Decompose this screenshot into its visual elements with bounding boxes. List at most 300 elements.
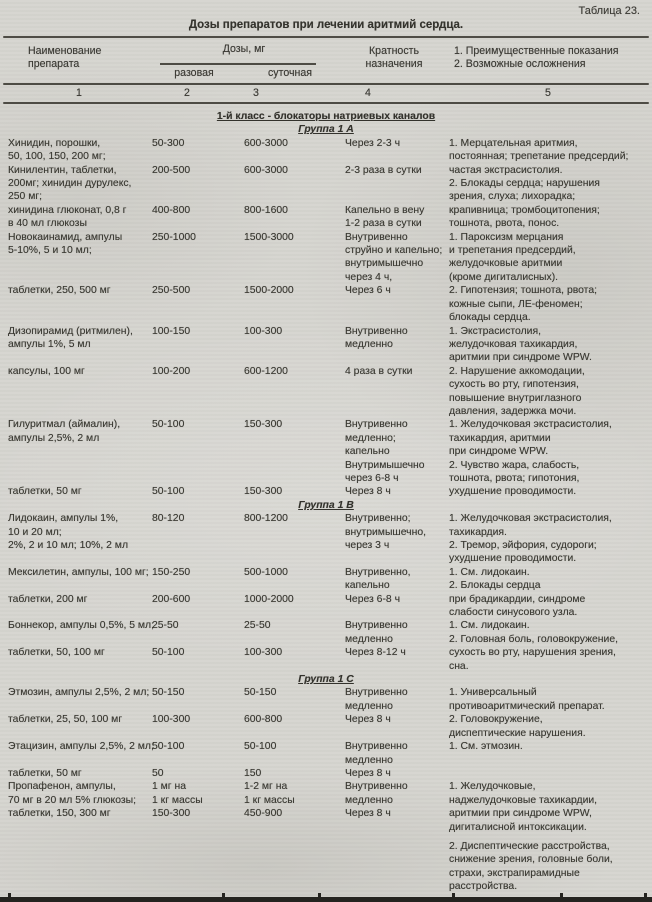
cell-c1: Гилуритмал (аймалин), <box>8 419 121 431</box>
table-row <box>0 365 652 378</box>
cell-c2 <box>148 552 240 565</box>
cell-c4: Через 8 ч <box>345 714 391 726</box>
cell-c3 <box>240 867 340 880</box>
header-col-doses <box>148 43 340 80</box>
cell-c3: 500-1000 <box>244 566 288 578</box>
cell-c1: 5-10%, 5 и 10 мл; <box>8 245 92 257</box>
cell-c3 <box>240 271 340 284</box>
cell-c5: 2. Блокады сердца; нарушения <box>449 178 600 190</box>
cell-c1 <box>8 311 148 324</box>
cell-c5: 2. Диспептические расстройства, <box>449 840 610 852</box>
table-row <box>0 432 652 445</box>
cell-c5: 1. См. лидокаин. <box>449 620 530 632</box>
cell-c4: Внутривенно, <box>345 566 411 578</box>
cell-c4: капельно <box>345 446 390 458</box>
table-title: Дозы препаратов при лечении аритмий сердца. <box>188 19 464 31</box>
cell-c3 <box>240 459 340 472</box>
cell-c4: 1-2 раза в сутки <box>345 218 422 230</box>
cell-c1: 250 мг; <box>8 191 43 203</box>
table-row <box>0 767 652 780</box>
cell-c1: Хинидин, порошки, <box>8 137 101 149</box>
cell-c1: Этацизин, ампулы 2,5%, 2 мл; <box>8 741 154 753</box>
cell-c2: 50-100 <box>152 419 185 431</box>
cell-c4: медленно <box>345 338 393 350</box>
cell-c4 <box>340 880 448 893</box>
table-row <box>0 405 652 418</box>
cell-c3 <box>240 378 340 391</box>
cell-c4: капельно <box>345 580 390 592</box>
cell-c5: (кроме дигиталисных). <box>449 271 559 283</box>
cell-c4: Через 8 ч <box>345 808 391 820</box>
cell-c5: частая экстрасистолия. <box>449 164 563 176</box>
cell-c3: 150-300 <box>244 486 283 498</box>
doses-label: Дозы, мг <box>222 43 266 55</box>
cell-c3 <box>240 853 340 866</box>
cell-c5: 2. Блокады сердца <box>449 580 541 592</box>
cell-c5: повышение внутриглазного <box>449 392 582 404</box>
cell-c1: таблетки, 50 мг <box>8 486 82 498</box>
cell-c5: 1. Желудочковая экстрасистолия, <box>449 419 612 431</box>
cell-c1: таблетки, 150, 300 мг <box>8 808 111 820</box>
cell-c1: 50, 100, 150, 200 мг; <box>8 151 106 163</box>
cell-c4 <box>340 351 448 364</box>
table-row <box>0 298 652 311</box>
cell-c2: 50-100 <box>152 486 185 498</box>
cell-c2 <box>148 150 240 163</box>
table-row <box>0 485 652 498</box>
cell-c3 <box>240 880 340 893</box>
table-row <box>0 311 652 324</box>
cell-c5: при синдроме WPW. <box>449 446 549 458</box>
cell-c4: Внутривенно <box>345 687 408 699</box>
cell-c5: сухость во рту, нарушения зрения, <box>449 647 616 659</box>
cell-c4: медленно <box>345 794 393 806</box>
table-row <box>0 593 652 606</box>
cell-c2 <box>148 311 240 324</box>
cell-c1: в 40 мл глюкозы <box>8 218 87 230</box>
bottom-edge-tick <box>318 893 321 897</box>
table-row <box>0 150 652 163</box>
cell-c2 <box>148 190 240 203</box>
cell-c3: 1500-2000 <box>244 285 294 297</box>
cell-c5: тошнота, рвота, понос. <box>449 218 560 230</box>
cell-c1 <box>8 880 148 893</box>
cell-c5: аритмии при синдроме WPW. <box>449 352 592 364</box>
cell-c2 <box>148 177 240 190</box>
table-row <box>0 794 652 807</box>
cell-c4: внутримышечно, <box>345 526 426 538</box>
cell-c4 <box>340 378 448 391</box>
cell-c4 <box>340 660 448 673</box>
cell-c4 <box>340 867 448 880</box>
column-number-2: 2 <box>184 87 190 99</box>
cell-c2: 200-600 <box>152 593 191 605</box>
cell-c4: Внутривенно <box>345 620 408 632</box>
cell-c4 <box>340 311 448 324</box>
cell-c5: 2. Нарушение аккомодации, <box>449 365 585 377</box>
cell-c1: таблетки, 50 мг <box>8 767 82 779</box>
cell-c5: слабости синусового узла. <box>449 607 578 619</box>
cell-c3: 100-300 <box>244 325 283 337</box>
cell-c3 <box>240 539 340 552</box>
cell-c4: Через 6-8 ч <box>345 593 401 605</box>
cell-c1: ампулы 2,5%, 2 мл <box>8 432 100 444</box>
table-row <box>0 840 652 853</box>
table-row <box>0 177 652 190</box>
cell-c1: Лидокаин, ампулы 1%, <box>8 513 119 525</box>
cell-c1 <box>8 633 148 646</box>
cell-c2: 200-500 <box>152 164 191 176</box>
cell-c2 <box>148 840 240 853</box>
cell-c3 <box>240 727 340 740</box>
cell-c3: 800-1200 <box>244 513 288 525</box>
group-header: Группа 1 С <box>298 674 354 686</box>
cell-c2 <box>148 867 240 880</box>
cell-c5: желудочковые аритмии <box>449 258 563 270</box>
table-body <box>0 104 652 894</box>
cell-c2: 250-1000 <box>152 231 196 243</box>
cell-c1: 70 мг в 20 мл 5% глюкозы; <box>8 794 136 806</box>
cell-c2 <box>148 821 240 834</box>
cell-c1: таблетки, 50, 100 мг <box>8 647 105 659</box>
cell-c1: ампулы 1%, 5 мл <box>8 338 91 350</box>
table-row <box>0 164 652 177</box>
header-col-indications <box>448 43 648 80</box>
cell-c1 <box>8 754 148 767</box>
cell-c3: 25-50 <box>244 620 271 632</box>
cell-c5: 2. Головокружение, <box>449 714 543 726</box>
cell-c2: 50 <box>152 767 164 779</box>
group-header: Группа 1 В <box>298 499 354 511</box>
cell-c2 <box>148 378 240 391</box>
cell-c1 <box>8 579 148 592</box>
cell-c5: дигиталисной интоксикации. <box>449 821 587 833</box>
table-row <box>0 646 652 659</box>
cell-c1: таблетки, 200 мг <box>8 593 88 605</box>
table-row <box>0 284 652 297</box>
cell-c4: 4 раза в сутки <box>345 365 413 377</box>
cell-c4: Через 8-12 ч <box>345 647 406 659</box>
cell-c1 <box>8 552 148 565</box>
cell-c5: желудочковая тахикардия, <box>449 338 578 350</box>
cell-c3 <box>240 840 340 853</box>
cell-c1: Мексилетин, ампулы, 100 мг; <box>8 566 149 578</box>
cell-c4: Внутривенно <box>345 741 408 753</box>
cell-c1: 2%, 2 и 10 мл; 10%, 2 мл <box>8 540 129 551</box>
table-row <box>0 338 652 351</box>
header-col-frequency <box>340 43 448 80</box>
table-row <box>0 418 652 431</box>
cell-c3 <box>240 579 340 592</box>
cell-c1: Новокаинамид, ампулы <box>8 231 123 243</box>
cell-c5: и трепетания предсердий, <box>449 245 576 257</box>
frequency-line2: назначения <box>365 58 423 70</box>
cell-c4: Внутримышечно <box>345 459 425 471</box>
cell-c4 <box>340 392 448 405</box>
cell-c4: Через 6 ч <box>345 285 391 297</box>
cell-c2: 25-50 <box>152 620 179 632</box>
cell-c3: 800-1600 <box>244 204 288 216</box>
cell-c3: 50-150 <box>244 687 277 699</box>
table-row <box>0 853 652 866</box>
cell-c4: через 6-8 ч <box>345 472 399 484</box>
cell-c3: 150 <box>244 767 262 779</box>
table-row <box>0 137 652 150</box>
cell-c2: 50-150 <box>152 687 185 699</box>
cell-c5: сна. <box>449 660 469 672</box>
cell-c5: тахикардия, аритмии <box>449 432 551 444</box>
cell-c5: противоаритмический препарат. <box>449 700 605 712</box>
cell-c5: 1. Пароксизм мерцания <box>449 231 564 243</box>
cell-c2 <box>148 405 240 418</box>
cell-c4 <box>340 853 448 866</box>
cell-c5: крапивница; тромбоцитопения; <box>449 204 600 216</box>
cell-c3: 600-3000 <box>244 164 288 176</box>
cell-c2 <box>148 853 240 866</box>
cell-c3 <box>240 338 340 351</box>
cell-c2: 100-300 <box>152 714 191 726</box>
cell-c1 <box>8 445 148 458</box>
cell-c5: снижение зрения, головные боли, <box>449 854 613 866</box>
cell-c5: аритмии при синдроме WPW, <box>449 808 592 820</box>
cell-c4: медленно <box>345 700 393 712</box>
cell-c4: Внутривенно <box>345 781 408 793</box>
cell-c2 <box>148 526 240 539</box>
table-row <box>0 740 652 753</box>
table-row <box>0 552 652 565</box>
cell-c4 <box>340 552 448 565</box>
cell-c2 <box>148 539 240 552</box>
cell-c5: 1. Экстрасистолия, <box>449 325 541 337</box>
cell-c2 <box>148 432 240 445</box>
cell-c1: таблетки, 25, 50, 100 мг <box>8 714 123 726</box>
cell-c1 <box>8 472 148 485</box>
cell-c4: Внутривенно <box>345 231 408 243</box>
cell-c2 <box>148 244 240 257</box>
group-header: Группа 1 А <box>298 124 354 136</box>
cell-c4: Внутривенно <box>345 419 408 431</box>
cell-c5: ухудшение проводимости. <box>449 486 577 498</box>
table-row <box>0 867 652 880</box>
bottom-edge-tick <box>452 893 455 897</box>
cell-c2 <box>148 606 240 619</box>
table-header <box>0 36 652 104</box>
cell-c5: кожные сыпи, ЛЕ-феномен; <box>449 298 583 310</box>
header-sub-single: разовая <box>174 67 214 79</box>
table-row <box>0 539 652 552</box>
cell-c1 <box>8 840 148 853</box>
cell-c4: 2-3 раза в сутки <box>345 164 422 176</box>
cell-c5: 1. Мерцательная аритмия, <box>449 137 578 149</box>
cell-c2 <box>148 754 240 767</box>
cell-c2 <box>148 880 240 893</box>
cell-c5: при брадикардии, синдроме <box>449 593 586 605</box>
cell-c1 <box>8 700 148 713</box>
cell-c5: диспептические нарушения. <box>449 727 586 739</box>
bottom-edge-tick <box>560 893 563 897</box>
cell-c5: 2. Головная боль, головокружение, <box>449 633 619 645</box>
cell-c2 <box>148 472 240 485</box>
cell-c2: 100-150 <box>152 325 191 337</box>
cell-c2 <box>148 392 240 405</box>
cell-c3: 600-1200 <box>244 365 288 377</box>
table-row <box>0 754 652 767</box>
cell-c2: 50-300 <box>152 137 185 149</box>
indications-line2: 2. Возможные осложнения <box>454 58 586 70</box>
cell-c5: 2. Чувство жара, слабость, <box>449 459 580 471</box>
indications-line1: 1. Преимущественные показания <box>454 45 619 57</box>
cell-c5: 1. Желудочковая экстрасистолия, <box>449 513 612 525</box>
cell-c3: 1-2 мг на <box>244 781 288 793</box>
cell-c5: зрения, слуха; лихорадка; <box>449 191 576 203</box>
cell-c5: 2. Тремор, эйфория, судороги; <box>449 540 597 551</box>
cell-c1 <box>8 867 148 880</box>
table-row <box>0 880 652 893</box>
cell-c3 <box>240 177 340 190</box>
cell-c2: 150-300 <box>152 808 191 820</box>
table-row <box>0 392 652 405</box>
cell-c3: 450-900 <box>244 808 283 820</box>
cell-c3 <box>240 392 340 405</box>
cell-c2: 150-250 <box>152 566 191 578</box>
cell-c4: Через 8 ч <box>345 767 391 779</box>
cell-c1: Кинилентин, таблетки, <box>8 164 117 176</box>
table-row <box>0 821 652 834</box>
cell-c3: 600-800 <box>244 714 283 726</box>
column-number-4: 4 <box>365 87 371 99</box>
cell-c3 <box>240 633 340 646</box>
cell-c4 <box>340 606 448 619</box>
cell-c4: Внутривенно; <box>345 513 411 525</box>
cell-c2: 50-100 <box>152 741 185 753</box>
cell-c1 <box>8 660 148 673</box>
cell-c5: постоянная; трепетание предсердий; <box>449 151 629 163</box>
table-row <box>0 217 652 230</box>
cell-c4 <box>340 177 448 190</box>
table-row <box>0 190 652 203</box>
cell-c5: 1. Универсальный <box>449 687 537 699</box>
cell-c4 <box>340 150 448 163</box>
table-row <box>0 459 652 472</box>
cell-c5: тахикардия. <box>449 526 507 538</box>
cell-c4: внутримышечно <box>345 258 424 270</box>
cell-c5: блокады сердца. <box>449 312 531 324</box>
table-row <box>0 807 652 820</box>
header-sub-daily: суточная <box>268 67 312 79</box>
cell-c3 <box>240 472 340 485</box>
cell-c1: 200мг; хинидин дурулекс, <box>8 178 132 190</box>
cell-c3 <box>240 700 340 713</box>
table-row <box>0 512 652 525</box>
cell-c2 <box>148 579 240 592</box>
cell-c3 <box>240 606 340 619</box>
cell-c3 <box>240 257 340 270</box>
cell-c1 <box>8 351 148 364</box>
cell-c3 <box>240 311 340 324</box>
table-row <box>0 660 652 673</box>
cell-c4: через 4 ч, <box>345 271 393 283</box>
cell-c2 <box>148 727 240 740</box>
cell-c2: 100-200 <box>152 365 191 377</box>
column-number-3: 3 <box>253 87 259 99</box>
table-row <box>0 271 652 284</box>
cell-c1 <box>8 459 148 472</box>
cell-c5 <box>448 767 648 780</box>
cell-c4 <box>340 821 448 834</box>
table-row <box>0 378 652 391</box>
cell-c5: расстройства. <box>449 881 518 893</box>
cell-c5: сухость во рту, гипотензия, <box>449 379 579 391</box>
cell-c4: Капельно в вену <box>345 204 425 216</box>
cell-c3 <box>240 526 340 539</box>
table-row <box>0 713 652 726</box>
table-row <box>0 727 652 740</box>
cell-c2: 400-800 <box>152 204 191 216</box>
table-row <box>0 351 652 364</box>
cell-c1 <box>8 821 148 834</box>
cell-c2: 80-120 <box>152 513 185 525</box>
cell-c3: 150-300 <box>244 419 283 431</box>
table-row <box>0 686 652 699</box>
cell-c3 <box>240 445 340 458</box>
cell-c5: тошнота, рвота; гипотония, <box>449 472 580 484</box>
table-row <box>0 244 652 257</box>
cell-c1 <box>8 378 148 391</box>
frequency-line1: Кратность <box>369 45 419 57</box>
table-row <box>0 579 652 592</box>
cell-c4: медленно <box>345 633 393 645</box>
cell-c4 <box>340 405 448 418</box>
table-row <box>0 633 652 646</box>
cell-c2: 50-100 <box>152 647 185 659</box>
cell-c3 <box>240 405 340 418</box>
cell-c1: таблетки, 250, 500 мг <box>8 285 111 297</box>
cell-c2 <box>148 700 240 713</box>
cell-c5: ухудшение проводимости. <box>449 553 577 565</box>
cell-c2: 250-500 <box>152 285 191 297</box>
table-row <box>0 472 652 485</box>
cell-c1: Боннекор, ампулы 0,5%, 5 мл; <box>8 620 154 632</box>
header-col-name: Наименование препарата <box>28 45 102 70</box>
cell-c3 <box>240 217 340 230</box>
column-number-5: 5 <box>545 87 551 99</box>
table-row <box>0 619 652 632</box>
table-row <box>0 204 652 217</box>
cell-c2 <box>148 271 240 284</box>
table-row <box>0 606 652 619</box>
bottom-table-edge <box>0 897 652 902</box>
cell-c4: медленно; <box>345 432 396 444</box>
cell-c2 <box>148 459 240 472</box>
cell-c4: струйно и капельно; <box>345 245 443 257</box>
cell-c1 <box>8 853 148 866</box>
cell-c3 <box>240 552 340 565</box>
cell-c3: 50-100 <box>244 741 277 753</box>
table-row <box>0 445 652 458</box>
cell-c5 <box>448 754 648 767</box>
cell-c2 <box>148 338 240 351</box>
cell-c4 <box>340 840 448 853</box>
cell-c1: хинидина глюконат, 0,8 г <box>8 204 127 216</box>
table-row <box>0 325 652 338</box>
cell-c1: Пропафенон, ампулы, <box>8 781 116 793</box>
table-row <box>0 566 652 579</box>
cell-c3 <box>240 190 340 203</box>
cell-c5: 1. См. этмозин. <box>449 741 523 753</box>
cell-c2 <box>148 298 240 311</box>
cell-c3: 1 кг массы <box>244 794 295 806</box>
cell-c4: Через 8 ч <box>345 486 391 498</box>
